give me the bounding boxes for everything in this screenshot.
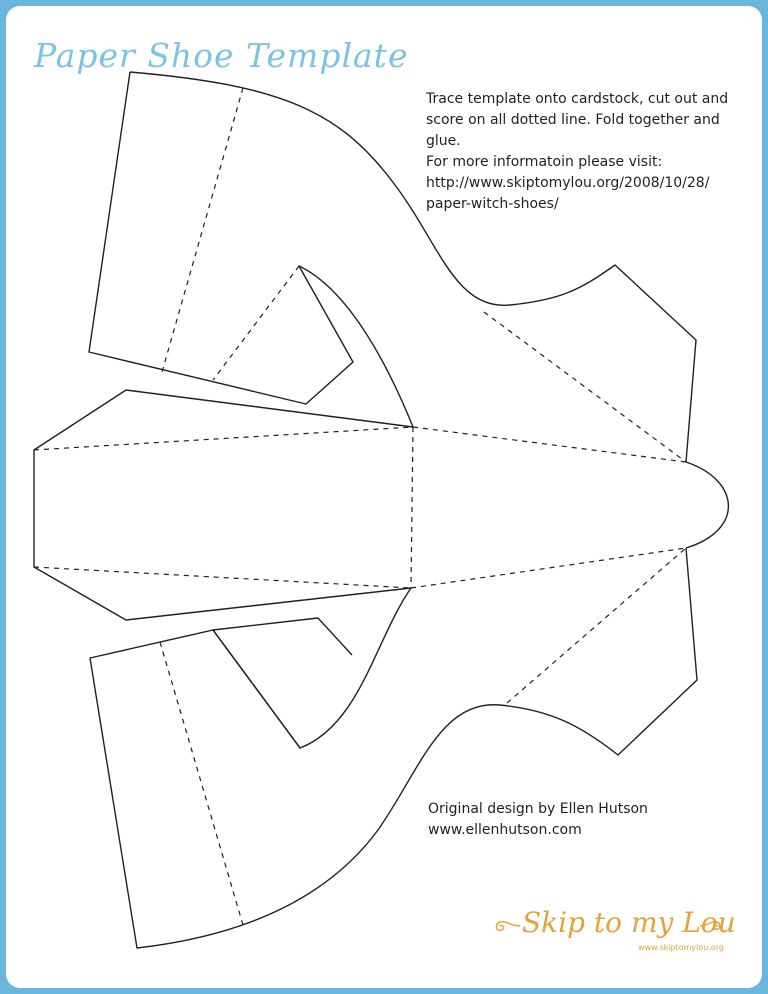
credit-url: www.ellenhutson.com — [428, 822, 582, 838]
swirl-right-icon — [698, 916, 724, 936]
instructions-url-line: http://www.skiptomylou.org/2008/10/28/ — [426, 175, 710, 191]
fold-line — [213, 630, 300, 748]
instructions-line: glue. — [426, 133, 461, 149]
instructions-line: For more informatoin please visit: — [426, 154, 663, 170]
lower-shoe-outline — [90, 548, 697, 948]
instructions-line: Trace template onto cardstock, cut out and — [426, 91, 729, 107]
fold-line — [160, 642, 243, 925]
fold-line — [411, 548, 686, 588]
upper-shoe-outline — [89, 72, 413, 427]
fold-line — [162, 88, 243, 372]
shoe-template-diagram — [6, 6, 762, 988]
instructions-line: score on all dotted line. Fold together and — [426, 112, 720, 128]
swirl-left-icon — [486, 916, 522, 936]
credit-author: Original design by Ellen Hutson — [428, 801, 648, 817]
fold-line — [34, 427, 413, 450]
fold-line — [507, 548, 686, 703]
upper-heel-curve — [130, 72, 696, 462]
fold-line — [34, 567, 411, 588]
brand-name: Skip to my Lou — [522, 906, 736, 939]
brand-logo — [486, 902, 736, 962]
brand-url: www.skiptomylou.org — [638, 943, 724, 952]
lower-flap-outline — [213, 618, 352, 748]
fold-line — [213, 266, 299, 380]
template-sheet — [6, 6, 762, 988]
fold-line — [411, 427, 413, 588]
instructions-url-line: paper-witch-shoes/ — [426, 196, 559, 212]
page-title: Paper Shoe Template — [34, 36, 409, 75]
toe-outline — [686, 462, 728, 548]
